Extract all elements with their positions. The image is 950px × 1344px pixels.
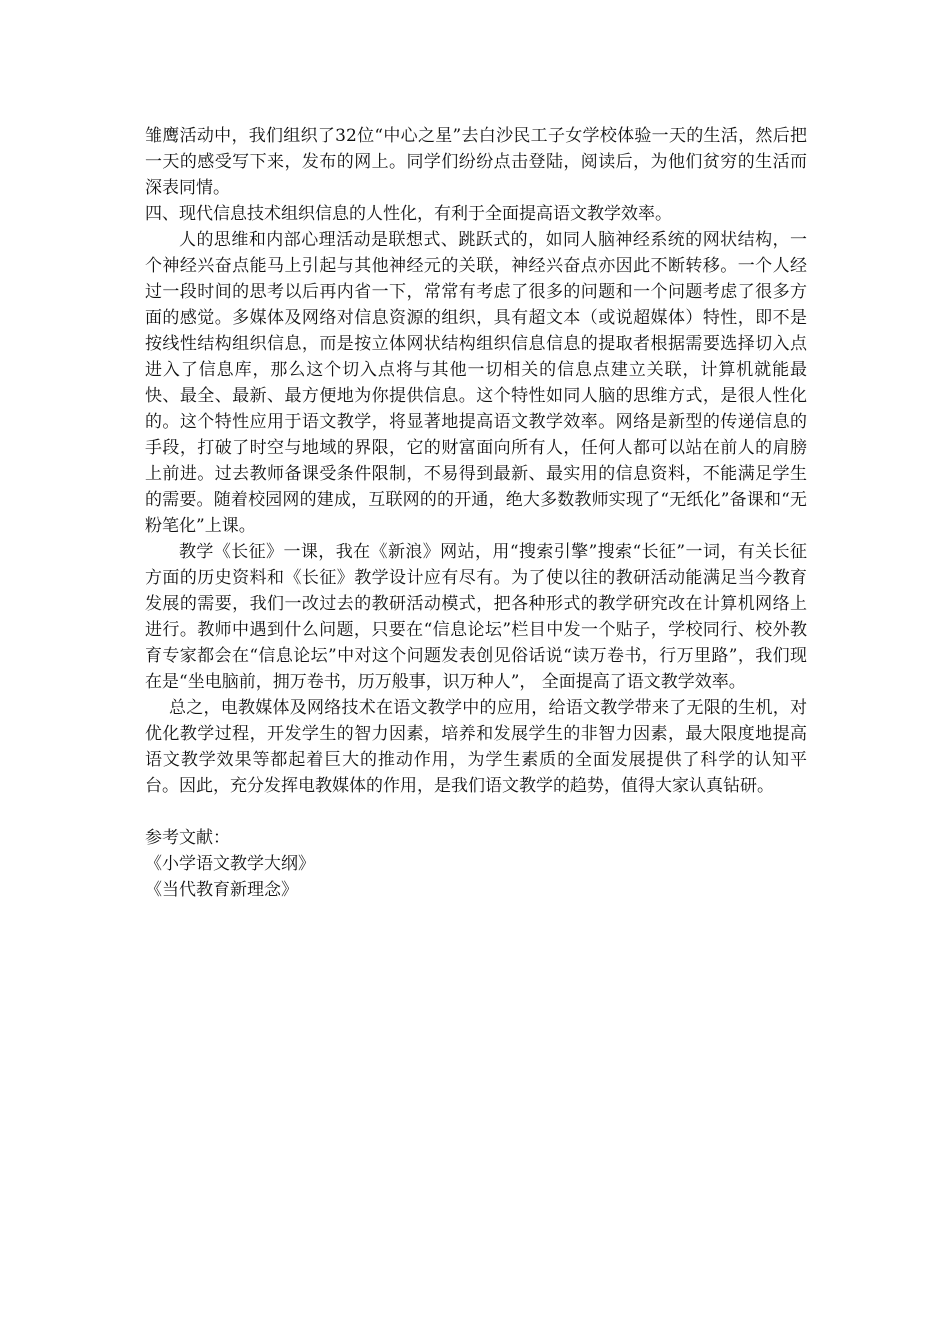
paragraph-eagle-activity: 雏鹰活动中，我们组织了32位“中心之星”去白沙民工子女学校体验一天的生活，然后把一天的感受写下来，发布的网上。同学们纷纷点击登陆，阅读后，为他们贫穷的生活而深表同情。 [145, 126, 807, 198]
paragraph-long-march-lesson: 教学《长征》一课，我在《新浪》网站，用“搜索引擎”搜索“长征”一词，有关长征方面的历史资料和《长征》教学设计应有尽有。为了使以往的教研活动能满足当今教育发展的需要，我们一改过去的教研活动模式，把各种形式的教学研究改在计算机网络上进行。教师中遇到什么问题，只要在“信息论坛”栏目中发一个贴子，学校同行、校外教育专家都会在“信息论坛”中对这个问题发表创见俗话说“读万卷书，行万里路”，我们现在是“坐电脑前，拥万卷书，历万般事，识万种人”， 全面提高了语文教学效率。 [145, 542, 807, 692]
paragraph-humanized-information: 人的思维和内部心理活动是联想式、跳跃式的，如同人脑神经系统的网状结构，一个神经兴奋点能马上引起与其他神经元的关联，神经兴奋点亦因此不断转移。一个人经过一段时间的思考以后再内省一下，常常有考虑了很多的问题和一个问题考虑了很多方面的感觉。多媒体及网络对信息资源的组织，具有超文本（或说超媒体）特性，即不是按线性结构组织信息，而是按立体网状结构组织信息信息的提取者根据需要选择切入点进入了信息库，那么这个切入点将与其他一切相关的信息点建立关联，计算机就能最快、最全、最新、最方便地为你提供信息。这个特性如同人脑的思维方式，是很人性化的。这个特性应用于语文教学，将显著地提高语文教学效率。网络是新型的传递信息的手段，打破了时空与地域的界限，它的财富面向所有人，任何人都可以站在前人的肩膀上前进。过去教师备课受条件限制，不易得到最新、最实用的信息资料，不能满足学生的需要。随着校园网的建成，互联网的的开通，绝大多数教师实现了“无纸化”备课和“无粉笔化”上课。 [145, 230, 807, 536]
references-label: 参考文献： [145, 828, 230, 848]
spacer [145, 799, 807, 825]
references-section [145, 825, 807, 903]
reference-item: 《当代教育新理念》 [145, 880, 298, 900]
paragraph-conclusion: 总之，电教媒体及网络技术在语文教学中的应用，给语文教学带来了无限的生机，对优化教学过程，开发学生的智力因素，培养和发展学生的非智力因素，最大限度地提高语文教学效果等都起着巨大的推动作用，为学生素质的全面发展提供了科学的认知平台。因此，充分发挥电教媒体的作用，是我们语文教学的趋势，值得大家认真钻研。 [145, 698, 807, 796]
reference-item: 《小学语文教学大纲》 [145, 854, 315, 874]
section-heading-four: 四、现代信息技术组织信息的人性化，有利于全面提高语文教学效率。 [145, 204, 672, 224]
document-body [145, 123, 807, 903]
